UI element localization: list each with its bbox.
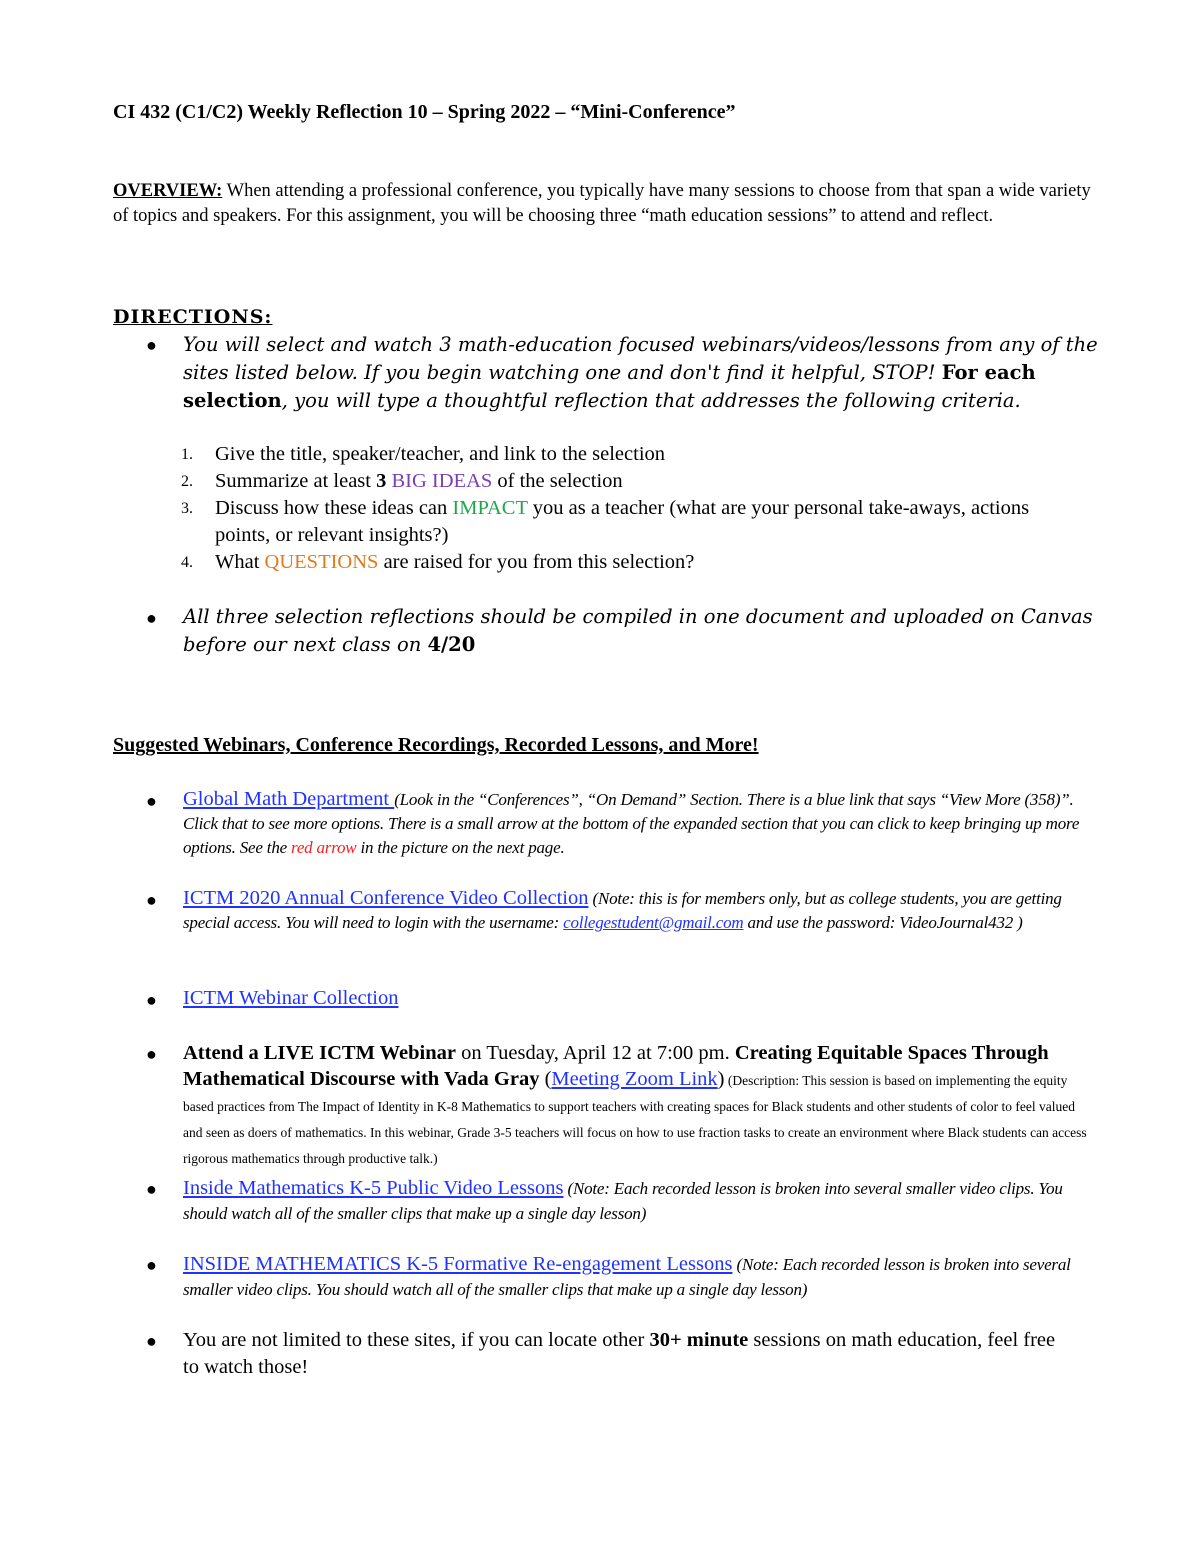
bullet-icon: ● (146, 990, 157, 1010)
directions-bullet-1: You will select and watch 3 math-education focused webinars/videos/lessons from any of the sites listed below. If you begin watching one and don't find it helpful, STOP! For each selection, you will type a thoughtful reflection that addresses the following criteria. (183, 333, 1098, 412)
bullet-icon: ● (146, 890, 157, 910)
list-item-other-sites: You are not limited to these sites, if you can locate other 30+ minute sessions on math education, feel free to watch those! (183, 1329, 1056, 1378)
bullet-icon: ● (146, 1044, 157, 1064)
global-math-link[interactable]: Global Math Department (183, 788, 395, 810)
email-link[interactable]: collegestudent@gmail.com (563, 913, 744, 932)
bullet-icon: ● (146, 1331, 157, 1351)
directions-bullet-2: All three selection reflections should be compiled in one document and uploaded on Canvas before our next class on 4/20 (183, 605, 1093, 656)
suggested-heading: Suggested Webinars, Conference Recordings, Recorded Lessons, and More! (113, 734, 759, 756)
list-item-inside-math-public: Inside Mathematics K-5 Public Video Lessons (Note: Each recorded lesson is broken into several smaller video clips. You should watch all of the smaller clips that make up a single day lesson) (183, 1177, 1063, 1223)
ictm-2020-link[interactable]: ICTM 2020 Annual Conference Video Collection (183, 887, 589, 909)
zoom-link[interactable]: Meeting Zoom Link (551, 1068, 718, 1090)
bullet-icon: ● (146, 608, 157, 628)
list-item-ictm-2020: ICTM 2020 Annual Conference Video Collection (Note: this is for members only, but as college students, you are getting special access. You will need to login with the username: collegestudent@gmail.com and use the password: VideoJournal432 ) (183, 887, 1062, 932)
list-item-inside-math-formative: INSIDE MATHEMATICS K-5 Formative Re-engagement Lessons (Note: Each recorded lesson is broken into several smaller video clips. You should watch all of the smaller clips that make up a single day lesson) (183, 1253, 1071, 1299)
overview-label: OVERVIEW: (113, 181, 223, 201)
bullet-icon: ● (146, 1255, 157, 1275)
ictm-webinar-link[interactable]: ICTM Webinar Collection (183, 987, 399, 1009)
list-item-global-math: Global Math Department (Look in the “Conferences”, “On Demand” Section. There is a blue link that says “View More (358)”. Click that to see more options. There is a small arrow at the bottom of the expanded section that you can click to keep bringing up more options. See the red arrow in the picture on the next page. (183, 788, 1080, 857)
list-item-live-webinar: Attend a LIVE ICTM Webinar on Tuesday, April 12 at 7:00 pm. Creating Equitable Spaces Through Mathematical Discourse with Vada Gray (Meeting Zoom Link) (Description: This session is based on implementing the equity based practices from The Impact of Identity in K-8 Mathematics to support teachers with creating spaces for Black students and other students of color to feel valued and seen as doers of mathematics. In this webinar, Grade 3-5 teachers will focus on how to use fraction tasks to create an environment where Black students can access rigorous mathematics through productive talk.) (183, 1042, 1087, 1166)
criteria-item-2: 2. Summarize at least 3 BIG IDEAS of the selection (181, 470, 623, 492)
page-title: CI 432 (C1/C2) Weekly Reflection 10 – Spring 2022 – “Mini-Conference” (113, 101, 736, 123)
criteria-item-1: 1. Give the title, speaker/teacher, and link to the selection (181, 443, 666, 465)
directions-heading: DIRECTIONS: (113, 306, 273, 328)
overview-text: When attending a professional conference, you typically have many sessions to choose from that span a wide variety of topics and speakers. For this assignment, you will be choosing three “math education sessions” to attend and reflect. (113, 181, 1091, 226)
inside-math-formative-link[interactable]: INSIDE MATHEMATICS K-5 Formative Re-engagement Lessons (183, 1253, 733, 1275)
bullet-icon: ● (146, 1179, 157, 1199)
bullet-icon: ● (146, 791, 157, 811)
overview-paragraph (113, 179, 1093, 229)
criteria-item-3: 3. Discuss how these ideas can IMPACT you as a teacher (what are your personal take-aways, actions points, or relevant insights?) (181, 497, 1030, 546)
list-item-ictm-webinar (183, 986, 1093, 1012)
bullet-icon: ● (146, 335, 157, 355)
inside-math-public-link[interactable]: Inside Mathematics K-5 Public Video Lessons (183, 1177, 564, 1199)
criteria-item-4: 4. What QUESTIONS are raised for you from this selection? (181, 551, 695, 573)
